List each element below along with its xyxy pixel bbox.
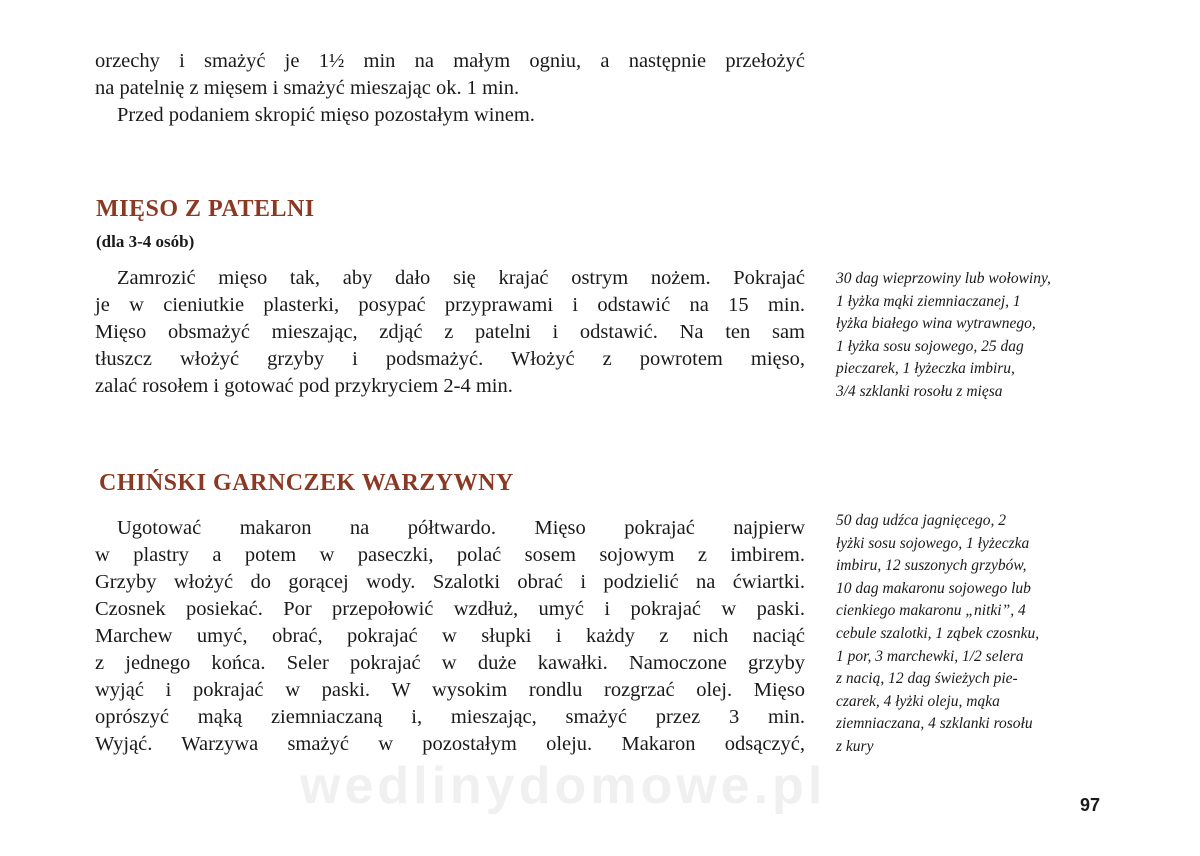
text-line: Mięso obsmażyć mieszając, zdjąć z patelni i odstawić. Na ten sam	[95, 321, 805, 343]
ingredient-line: ziemniaczana, 4 szklanki rosołu	[836, 715, 1033, 733]
ingredient-line: 30 dag wieprzowiny lub wołowiny,	[836, 270, 1051, 287]
ingredient-line: 10 dag makaronu sojowego lub	[836, 579, 1031, 597]
recipe-instructions	[95, 265, 805, 400]
intro-paragraph	[95, 48, 805, 129]
ingredient-line: pieczarek, 1 łyżeczka imbiru,	[836, 360, 1015, 378]
text-line: Przed podaniem skropić mięso pozostałym winem.	[117, 104, 535, 126]
ingredient-line: 1 łyżka sosu sojowego, 25 dag	[836, 337, 1024, 355]
page-number: 97	[1080, 795, 1101, 815]
ingredient-line: łyżki sosu sojowego, 1 łyżeczka	[836, 534, 1030, 552]
text-line: tłuszcz włożyć grzyby i podsmażyć. Włożyć z powrotem mięso,	[95, 348, 805, 370]
recipe-title: MIĘSO Z PATELNI	[96, 196, 315, 222]
text-line: je w cieniutkie plasterki, posypać przyprawami i odstawić na 15 min.	[95, 294, 805, 316]
text-line: z jednego końca. Seler pokrajać w duże kawałki. Namoczone grzyby	[95, 652, 805, 674]
ingredient-line: czarek, 4 łyżki oleju, mąka	[836, 692, 1000, 710]
text-line: oprószyć mąką ziemniaczaną i, mieszając, smażyć przez 3 min.	[95, 706, 805, 728]
recipe-servings: (dla 3-4 osób)	[96, 232, 195, 251]
text-line: Ugotować makaron na półtwardo. Mięso pokrajać najpierw	[117, 517, 805, 539]
ingredient-line: cebule szalotki, 1 ząbek czosnku,	[836, 624, 1040, 642]
ingredient-line: 3/4 szklanki rosołu z mięsa	[836, 382, 1003, 400]
text-line: na patelnię z mięsem i smażyć mieszając ok. 1 min.	[95, 77, 520, 99]
recipe-title: CHIŃSKI GARNCZEK WARZYWNY	[99, 470, 514, 496]
text-line: w plastry a potem w paseczki, polać sosem sojowym z imbirem.	[95, 544, 805, 566]
text-line: wyjąć i pokrajać w paski. W wysokim rondlu rozgrzać olej. Mięso	[95, 679, 805, 701]
ingredient-line: 1 por, 3 marchewki, 1/2 selera	[836, 647, 1024, 665]
recipe-ingredients	[836, 268, 1086, 404]
recipe-instructions	[95, 515, 805, 758]
recipe-ingredients	[836, 510, 1086, 759]
ingredient-line: 1 łyżka mąki ziemniaczanej, 1	[836, 292, 1021, 310]
text-line: Grzyby włożyć do gorącej wody. Szalotki obrać i podzielić na ćwiartki.	[95, 571, 805, 593]
ingredient-line: cienkiego makaronu „nitki”, 4	[836, 602, 1026, 620]
text-line: Zamrozić mięso tak, aby dało się krajać ostrym nożem. Pokrajać	[117, 267, 805, 289]
watermark: wedlinydomowe.pl	[300, 757, 827, 815]
ingredient-line: 50 dag udźca jagnięcego, 2	[836, 512, 1007, 529]
ingredient-line: z kury	[836, 737, 874, 755]
text-line: Czosnek posiekać. Por przepołowić wzdłuż, umyć i pokrajać w paski.	[95, 598, 805, 620]
ingredient-line: łyżka białego wina wytrawnego,	[836, 315, 1036, 333]
text-line: zalać rosołem i gotować pod przykryciem 2-4 min.	[95, 375, 513, 397]
text-line: Wyjąć. Warzywa smażyć w pozostałym oleju. Makaron odsączyć,	[95, 733, 805, 755]
text-line: orzechy i smażyć je 1½ min na małym ogniu, a następnie przełożyć	[95, 50, 805, 72]
ingredient-line: imbiru, 12 suszonych grzybów,	[836, 557, 1027, 575]
text-line: Marchew umyć, obrać, pokrajać w słupki i każdy z nich naciąć	[95, 625, 805, 647]
ingredient-line: z nacią, 12 dag świeżych pie-	[836, 670, 1018, 688]
